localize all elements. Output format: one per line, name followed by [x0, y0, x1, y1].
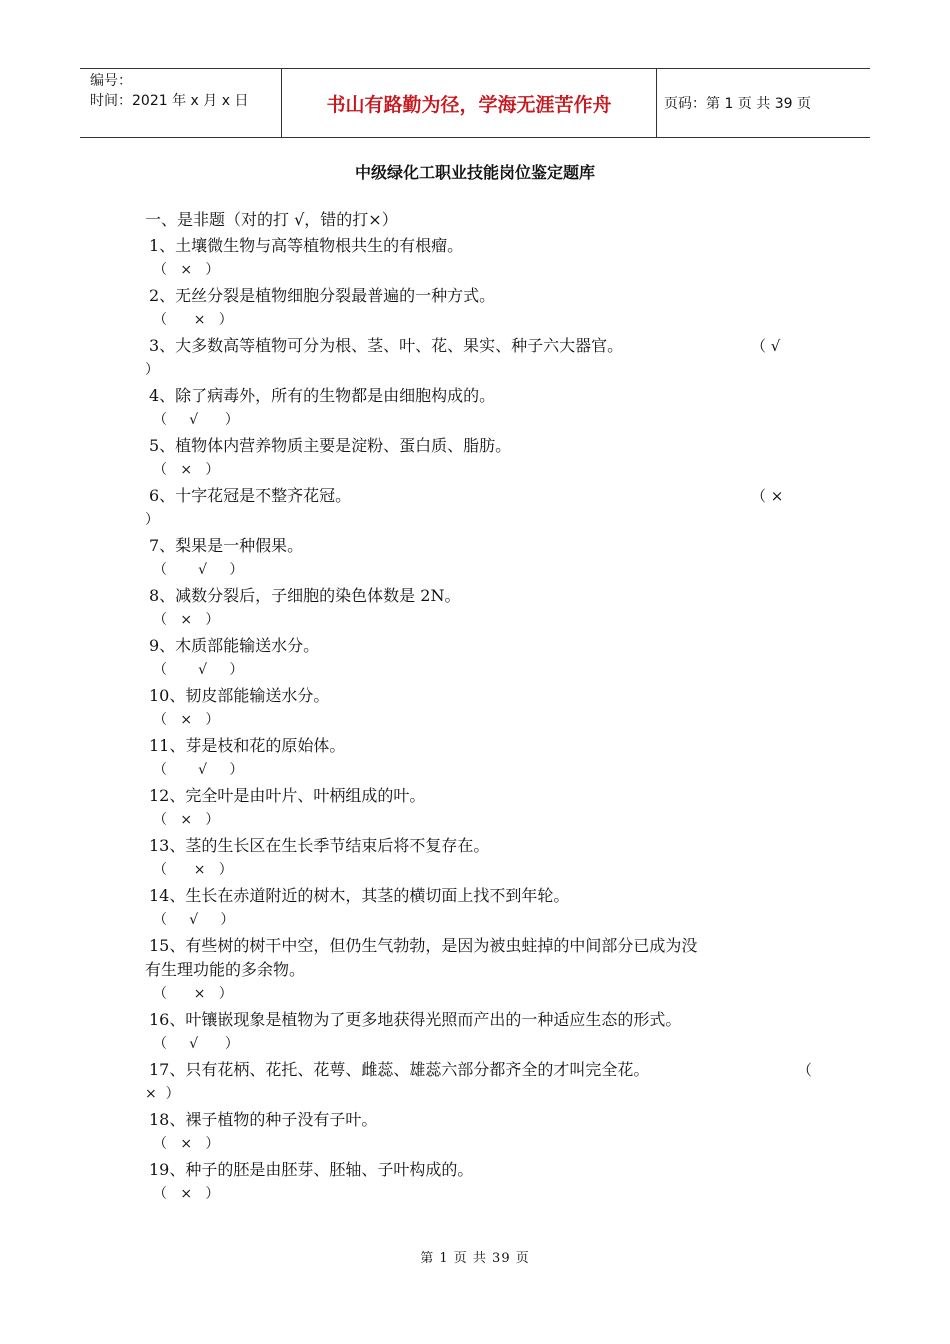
- question-text: 7、梨果是一种假果。: [149, 536, 304, 555]
- question-answer: （ × ）: [153, 862, 233, 878]
- question-text: 11、芽是枝和花的原始体。: [149, 736, 346, 755]
- question-answer: （ √ ）: [153, 662, 244, 678]
- question-text: 8、减数分裂后，子细胞的染色体数是 2N。: [149, 586, 461, 605]
- question-text: 14、生长在赤道附近的树木，其茎的横切面上找不到年轮。: [149, 886, 570, 905]
- question-answer: （ × ）: [153, 812, 220, 828]
- header-motto: 书山有路勤为径，学海无涯苦作舟: [326, 93, 612, 116]
- question-answer: （ √ ）: [153, 762, 244, 778]
- question-answer: （ √ ）: [153, 412, 239, 428]
- question-text: 17、只有花柄、花托、花萼、雌蕊、雄蕊六部分都齐全的才叫完全花。: [149, 1060, 650, 1079]
- question-item: [145, 1058, 815, 1082]
- question-answer: （ × ）: [153, 312, 233, 328]
- question-answer: （ × ）: [153, 712, 220, 728]
- question-text: 15、有些树的树干中空，但仍生气勃勃，是因为被虫蛀掉的中间部分已成为没: [149, 936, 698, 955]
- question-text: 1、土壤微生物与高等植物根共生的有根瘤。: [149, 236, 464, 255]
- question-answer: ）: [145, 362, 159, 378]
- question-answer: （ × ）: [153, 462, 220, 478]
- header-divider: [656, 69, 657, 137]
- question-answer: （ √ ）: [153, 1036, 239, 1052]
- question-list: [145, 208, 815, 1206]
- question-text: 19、种子的胚是由胚芽、胚轴、子叶构成的。: [149, 1160, 474, 1179]
- question-answer-mark: （ √: [751, 337, 781, 355]
- question-answer: （ √ ）: [153, 912, 235, 928]
- question-answer: × ）: [145, 1086, 180, 1102]
- question-text: 3、大多数高等植物可分为根、茎、叶、花、果实、种子六大器官。: [149, 336, 624, 355]
- section-heading: 一、是非题（对的打 √，错的打×）: [145, 210, 398, 229]
- question-text: 12、完全叶是由叶片、叶柄组成的叶。: [149, 786, 426, 805]
- question-answer-mark: （: [797, 1061, 813, 1079]
- question-answer: （ × ）: [153, 612, 220, 628]
- question-text: 10、韧皮部能输送水分。: [149, 686, 330, 705]
- question-answer: （ × ）: [153, 986, 233, 1002]
- question-text: 9、木质部能输送水分。: [149, 636, 320, 655]
- question-text: 13、茎的生长区在生长季节结束后将不复存在。: [149, 836, 490, 855]
- question-answer: ）: [145, 512, 159, 528]
- question-text-continued: 有生理功能的多余物。: [145, 960, 306, 979]
- question-answer: （ × ）: [153, 1186, 220, 1202]
- question-answer-mark: （ ×: [751, 487, 784, 505]
- question-text: 5、植物体内营养物质主要是淀粉、蛋白质、脂肪。: [149, 436, 512, 455]
- question-item: [145, 334, 815, 358]
- page-header: [80, 68, 870, 138]
- question-item: [145, 484, 815, 508]
- page-title: 中级绿化工职业技能岗位鉴定题库: [354, 163, 595, 182]
- question-answer: （ √ ）: [153, 562, 244, 578]
- question-text: 6、十字花冠是不整齐花冠。: [149, 486, 352, 505]
- question-text: 2、无丝分裂是植物细胞分裂最普遍的一种方式。: [149, 286, 496, 305]
- header-meta: [90, 71, 248, 111]
- header-page-info: 页码：第 1 页 共 39 页: [664, 96, 811, 112]
- question-answer: （ × ）: [153, 1136, 220, 1152]
- time-label: 时间：2021 年 x 月 x 日: [90, 93, 249, 109]
- question-text: 16、叶镶嵌现象是植物为了更多地获得光照而产出的一种适应生态的形式。: [149, 1010, 682, 1029]
- question-answer: （ × ）: [153, 262, 220, 278]
- question-text: 18、裸子植物的种子没有子叶。: [149, 1110, 378, 1129]
- number-label: 编号：: [90, 73, 132, 89]
- page-footer: 第 1 页 共 39 页: [420, 1251, 530, 1266]
- question-text: 4、除了病毒外，所有的生物都是由细胞构成的。: [149, 386, 496, 405]
